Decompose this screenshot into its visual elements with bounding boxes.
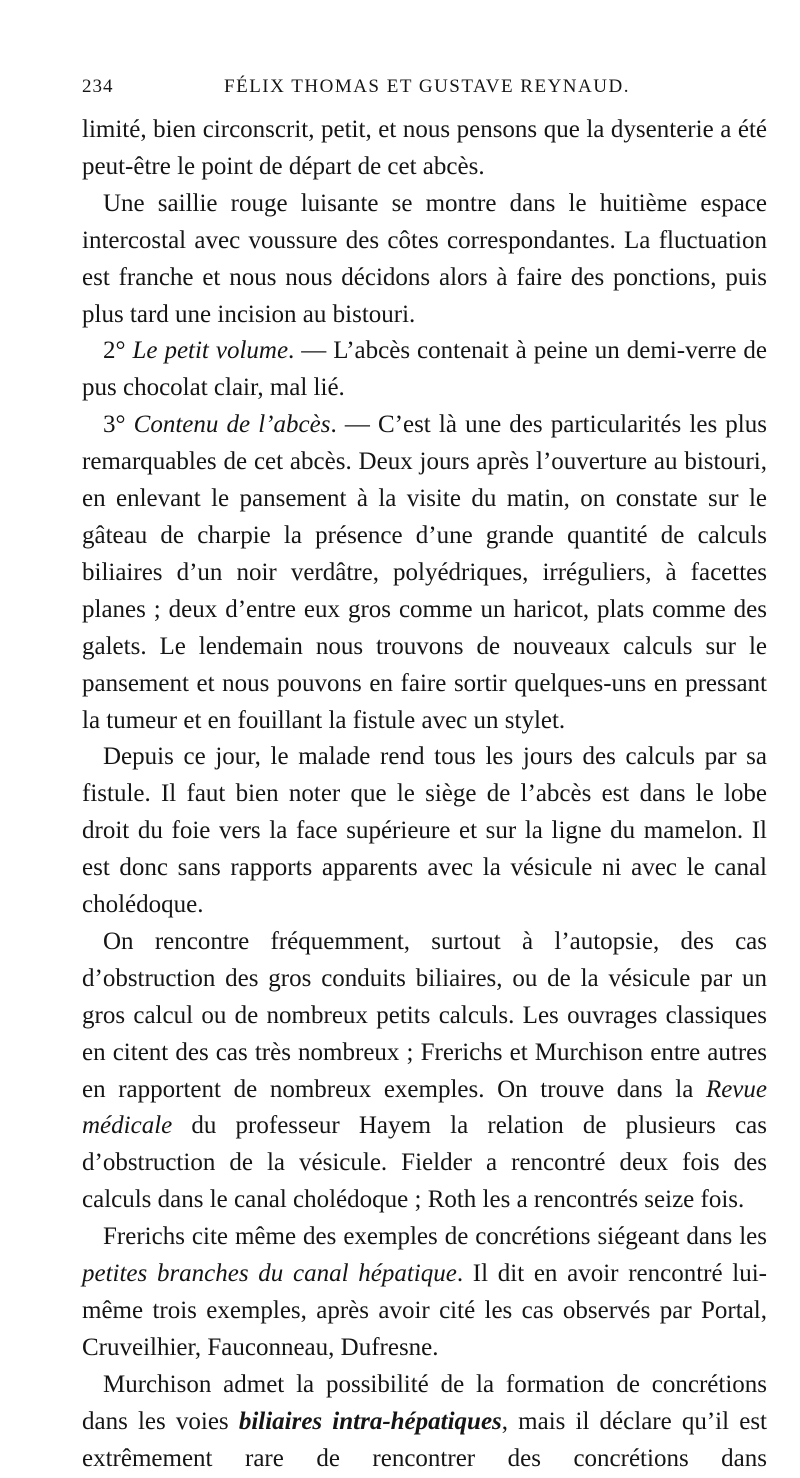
text-run: Murchison admet la possibilité de la formation de concrétions dans les voies <box>82 1370 767 1435</box>
emphasized-text: Le petit volume <box>132 337 289 365</box>
text-run: Depuis ce jour, le malade rend tous les jours des calculs par sa fistule. Il faut bien noter que le siège de l’abcès est dans le lobe droit du foie vers la face supérieure et sur la ligne du mamelon. Il est donc sans rapports apparents avec la vésicule ni avec le canal cholédoque. <box>82 743 767 919</box>
text-run: Frerichs cite même des exemples de concrétions siégeant dans les <box>103 1223 767 1251</box>
text-run: limité, bien circonscrit, petit, et nous pensons que la dysenterie a été peut-être le point de départ de cet abcès. <box>82 116 767 180</box>
text-run: 3° <box>103 411 134 439</box>
text-run: On rencontre fréquemment, surtout à l’autopsie, des cas d’obstruction des gros conduits biliaires, ou de la vésicule par un gros calcul ou de nombreux petits calculs. Les ouvrages classiques en citent des cas très nombreux ; Frerichs et Murchison entre autres en rapportent de nombreux exemples. On trouve dans la <box>82 927 767 1103</box>
text-run: du professeur Hayem la relation de plusieurs cas d’obstruction de la vésicule. Fielder a rencontré deux fois des calculs dans le canal cholédoque ; Roth les a rencontrés seize fois. <box>82 1112 767 1214</box>
emphasized-text: petites branches du canal hépatique <box>82 1260 457 1288</box>
text-run: Une saillie rouge luisante se montre dans le huitième espace intercostal avec voussure des côtes correspondantes. La fluctuation est franche et nous nous décidons alors à faire des ponctions, puis plus tard une incision au bistouri. <box>82 189 767 328</box>
text-run: , mais il déclare qu’il est extrêmement rare de rencontrer des concrétions dans <box>82 1407 767 1472</box>
emphasized-text: Revue médicale <box>82 1075 767 1140</box>
paragraph <box>82 739 767 924</box>
page-number: 234 <box>82 76 114 97</box>
paragraph <box>82 1367 767 1478</box>
paragraph <box>82 407 767 739</box>
paragraph <box>82 1219 767 1367</box>
text-run: . — L’abcès contenait à peine un demi-verre de pus chocolat clair, mal lié. <box>82 337 767 402</box>
paragraph <box>82 186 767 334</box>
paragraph <box>82 924 767 1219</box>
running-title: FÉLIX THOMAS ET GUSTAVE REYNAUD. <box>224 76 630 97</box>
text-run: . Il dit en avoir rencontré lui-même trois exemples, après avoir cité les cas observés par Portal, Cruveilhier, Fauconneau, Dufresne. <box>82 1260 767 1361</box>
emphasized-text: Contenu de l’abcès <box>133 411 331 439</box>
running-head <box>82 76 772 104</box>
text-run: 2° <box>103 337 133 365</box>
paragraph <box>82 333 767 407</box>
body-text <box>82 112 767 1478</box>
paragraph <box>82 112 767 186</box>
text-run: . — C’est là une des particularités les plus remarquables de cet abcès. Deux jours après l’ouverture au bistouri, en enlevant le pansement à la visite du matin, on constate sur le gâteau de charpie la présence d’une grande quantité de calculs biliaires d’un noir verdâtre, polyédriques, irréguliers, à facettes planes ; deux d’entre eux gros comme un haricot, plats comme des galets. Le lendemain nous trouvons de nouveaux calculs sur le pansement et nous pouvons en faire sortir quelques-uns en pressant la tumeur et en fouillant la fistule avec un stylet. <box>82 411 767 734</box>
emphasized-text: biliaires intra-hépatiques <box>238 1407 502 1435</box>
